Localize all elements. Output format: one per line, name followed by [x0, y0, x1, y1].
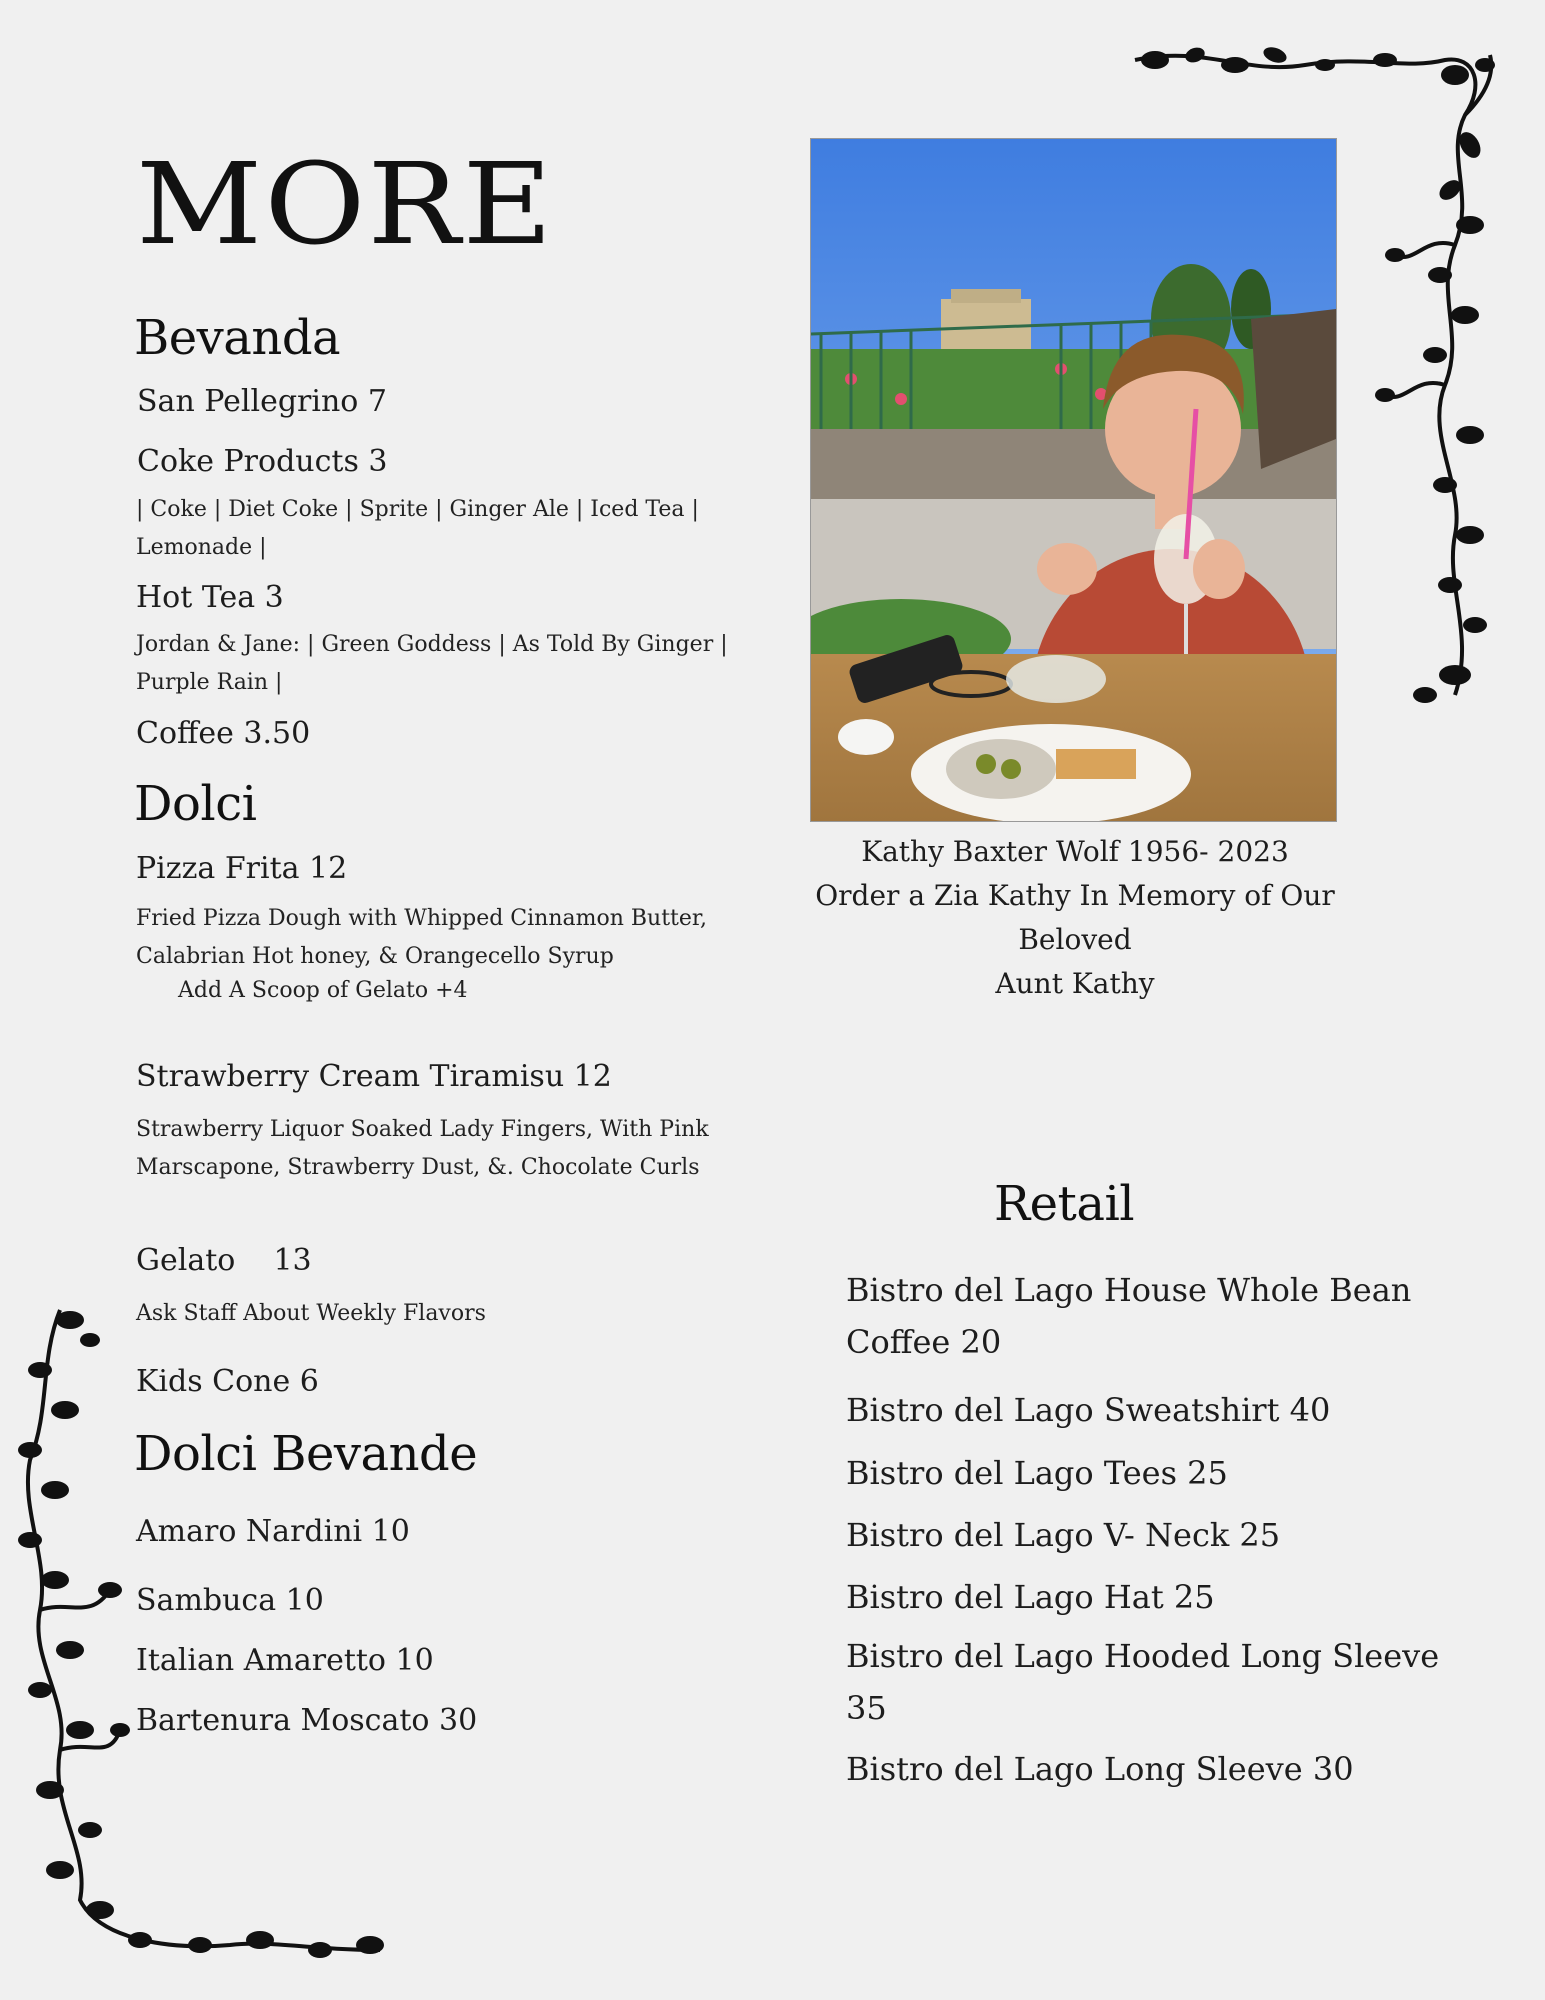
description-line: Marscapone, Strawberry Dust, &. Chocolate Curls — [136, 1155, 700, 1180]
section-heading-dolci: Dolci — [134, 776, 257, 832]
menu-item-tiramisu: Strawberry Cream Tiramisu 12 — [136, 1059, 612, 1094]
memorial-photo — [810, 138, 1337, 822]
menu-item-description: Ask Staff About Weekly Flavors — [136, 1301, 486, 1326]
section-heading-dolci-bevande: Dolci Bevande — [134, 1426, 478, 1482]
memorial-line: Aunt Kathy — [995, 967, 1155, 1000]
menu-item-gelato: Gelato 13 — [136, 1243, 312, 1278]
retail-item-line: 35 — [846, 1689, 887, 1727]
description-line: Fried Pizza Dough with Whipped Cinnamon Butter, — [136, 906, 708, 931]
retail-item: Bistro del Lago Hat 25 — [846, 1578, 1215, 1616]
description-line: | Coke | Diet Coke | Sprite | Ginger Ale | Iced Tea | — [136, 497, 699, 522]
menu-item-coffee: Coffee 3.50 — [136, 716, 311, 751]
section-heading-retail: Retail — [994, 1176, 1135, 1232]
description-line: Lemonade | — [136, 535, 267, 560]
menu-item-description — [136, 626, 728, 702]
memorial-caption — [760, 830, 1390, 1006]
description-line: Calabrian Hot honey, & Orangecello Syrup — [136, 944, 614, 969]
description-line: Strawberry Liquor Soaked Lady Fingers, With Pink — [136, 1117, 709, 1142]
menu-item-moscato: Bartenura Moscato 30 — [136, 1703, 478, 1738]
retail-item: Bistro del Lago Sweatshirt 40 — [846, 1391, 1331, 1429]
retail-item-line: Coffee 20 — [846, 1323, 1002, 1361]
menu-item-san-pellegrino: San Pellegrino 7 — [137, 384, 387, 419]
description-line: Purple Rain | — [136, 670, 283, 695]
menu-item-description — [136, 1111, 709, 1187]
retail-item — [846, 1264, 1411, 1368]
menu-item-pizza-frita: Pizza Frita 12 — [136, 851, 348, 886]
retail-item — [846, 1630, 1439, 1734]
menu-item-kids-cone: Kids Cone 6 — [136, 1364, 319, 1399]
menu-item-amaretto: Italian Amaretto 10 — [136, 1643, 434, 1678]
description-line: Jordan & Jane: | Green Goddess | As Told By Ginger | — [136, 632, 728, 657]
menu-item-addon: Add A Scoop of Gelato +4 — [178, 978, 468, 1003]
menu-item-description — [136, 491, 699, 567]
menu-item-hot-tea: Hot Tea 3 — [136, 580, 284, 615]
memorial-line: Kathy Baxter Wolf 1956- 2023 — [861, 835, 1289, 868]
retail-item: Bistro del Lago Tees 25 — [846, 1454, 1228, 1492]
retail-item-line: Bistro del Lago Hooded Long Sleeve — [846, 1637, 1440, 1675]
retail-item: Bistro del Lago Long Sleeve 30 — [846, 1750, 1354, 1788]
section-heading-bevanda: Bevanda — [134, 310, 341, 366]
retail-item: Bistro del Lago V- Neck 25 — [846, 1516, 1281, 1554]
retail-item-line: Bistro del Lago House Whole Bean — [846, 1271, 1412, 1309]
page-title: MORE — [136, 140, 555, 270]
menu-item-sambuca: Sambuca 10 — [136, 1583, 324, 1618]
memorial-line: Order a Zia Kathy In Memory of Our Beloved — [815, 879, 1335, 956]
menu-item-amaro: Amaro Nardini 10 — [136, 1514, 410, 1549]
menu-item-coke-products: Coke Products 3 — [137, 444, 388, 479]
menu-item-description — [136, 900, 707, 976]
